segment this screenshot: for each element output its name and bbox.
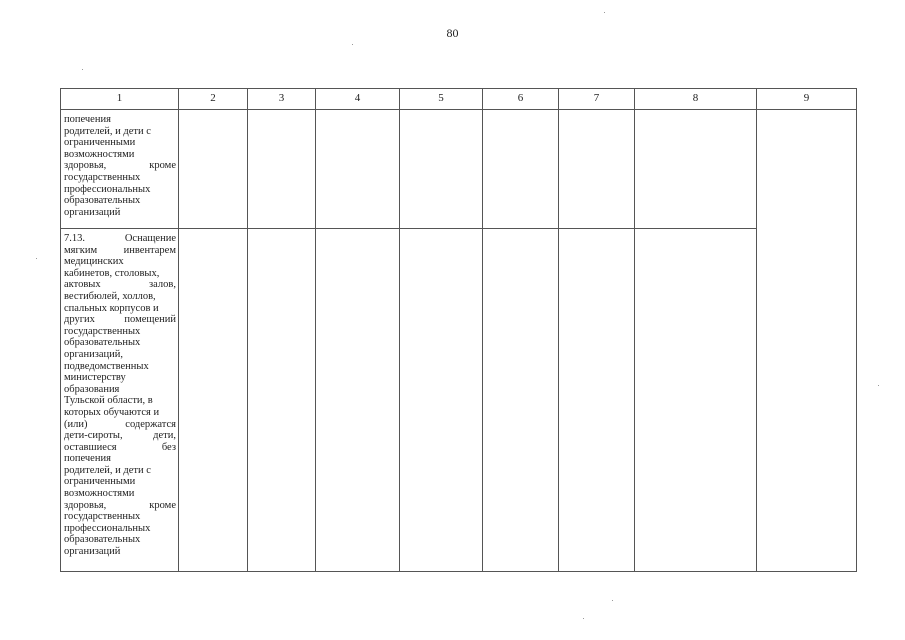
description-line: организаций <box>64 546 121 558</box>
description-line: дети-сироты, дети, <box>64 430 176 442</box>
scan-speck <box>604 12 605 13</box>
description-line: родителей, и дети с <box>64 125 151 137</box>
description-line: медицинских <box>64 256 124 268</box>
table-cell <box>316 229 400 572</box>
description-line: других помещений <box>64 314 176 326</box>
table-row <box>61 229 857 572</box>
scan-speck <box>82 69 83 70</box>
description-line: ограниченными <box>64 137 136 149</box>
table-cell <box>400 229 483 572</box>
table-cell <box>179 110 248 229</box>
column-header: 5 <box>400 89 483 110</box>
scan-speck <box>583 618 584 619</box>
description-line: здоровья, кроме <box>64 160 176 172</box>
table-cell <box>316 110 400 229</box>
table-cell <box>248 229 316 572</box>
column-header: 4 <box>316 89 400 110</box>
column-header: 1 <box>61 89 179 110</box>
page-number: 80 <box>446 26 459 40</box>
description-line: мягким инвентарем <box>64 244 176 256</box>
column-header: 9 <box>757 89 857 110</box>
table-header-row <box>61 89 857 110</box>
description-line: государственных <box>64 171 141 183</box>
description-line: спальных корпусов и <box>64 302 159 314</box>
description-line: возможностями <box>64 148 135 160</box>
table-cell <box>757 110 857 572</box>
description-line: возможностями <box>64 488 135 500</box>
description-line: родителей, и дети с <box>64 464 151 476</box>
table-cell <box>179 229 248 572</box>
description-line: профессиональных <box>64 183 151 195</box>
description-line: подведомственных <box>64 360 149 372</box>
table-cell <box>559 229 635 572</box>
scan-speck <box>612 600 613 601</box>
row-description <box>61 229 179 572</box>
column-header: 3 <box>248 89 316 110</box>
description-line: попечения <box>64 453 111 465</box>
description-line: Тульской области, в <box>64 395 153 407</box>
row-description <box>61 110 179 229</box>
scan-speck <box>352 44 353 45</box>
description-line: актовых залов, <box>64 279 176 291</box>
column-header: 7 <box>559 89 635 110</box>
description-line: государственных <box>64 325 141 337</box>
description-line: (или) содержатся <box>64 418 176 430</box>
column-header: 6 <box>483 89 559 110</box>
description-line: которых обучаются и <box>64 406 160 418</box>
description-line: кабинетов, столовых, <box>64 267 160 279</box>
table-row <box>61 110 857 229</box>
column-header: 8 <box>635 89 757 110</box>
description-line: 7.13. Оснащение <box>64 233 176 244</box>
column-header: 2 <box>179 89 248 110</box>
table-cell <box>400 110 483 229</box>
description-line: образования <box>64 383 120 395</box>
scan-speck <box>36 258 37 259</box>
table-cell <box>559 110 635 229</box>
data-table <box>60 88 857 572</box>
description-line: попечения <box>64 114 111 125</box>
table-cell <box>635 110 757 229</box>
description-line: оставшиеся без <box>64 441 176 453</box>
description-line: образовательных <box>64 534 141 546</box>
description-line: организаций <box>64 206 121 218</box>
description-line: профессиональных <box>64 522 151 534</box>
table-cell <box>635 229 757 572</box>
table-cell <box>248 110 316 229</box>
scan-speck <box>878 385 879 386</box>
description-line: здоровья, кроме <box>64 499 176 511</box>
description-line: ограниченными <box>64 476 136 488</box>
description-line: образовательных <box>64 337 141 349</box>
description-line: образовательных <box>64 195 141 207</box>
description-line: организаций, <box>64 348 123 360</box>
table-cell <box>483 229 559 572</box>
description-line: государственных <box>64 511 141 523</box>
description-line: вестибюлей, холлов, <box>64 290 156 302</box>
description-line: министерству <box>64 372 126 384</box>
table-cell <box>483 110 559 229</box>
